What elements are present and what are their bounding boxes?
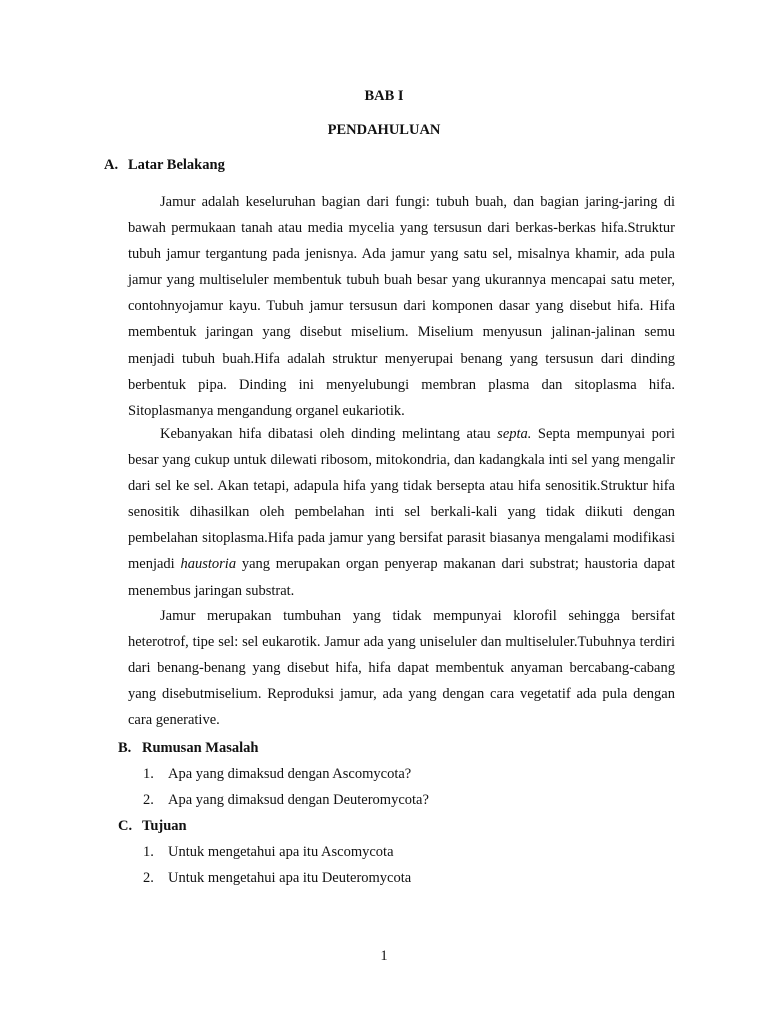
page-number: 1 (380, 948, 388, 964)
paragraph-2-italic-septa: septa. (497, 426, 532, 442)
section-b-title: Rumusan Masalah (142, 740, 259, 756)
paragraph-3: Jamur merupakan tumbuhan yang tidak mempunyai klorofil sehingga bersifat heterotrof, tipe sel: sel eukarotik. Jamur ada yang uniseluler dan multiseluler.Tubuhnya terdiri dari benang-benang yang disebut hifa, hifa dapat membentuk anyaman bercabang-cabang yang disebutmiselium. Reproduksi jamur, ada yang dengan cara vegetatif ada pula dengan cara generative. (128, 608, 675, 729)
section-a-heading (104, 157, 225, 174)
paragraph-2 (128, 421, 675, 604)
section-c-label: C. (118, 818, 133, 834)
list-item: 2. Apa yang dimaksud dengan Deuteromycota? (143, 792, 429, 808)
section-a-title: Latar Belakang (128, 157, 225, 173)
section-a-label: A. (104, 157, 119, 173)
section-b-heading (118, 740, 258, 757)
paragraph-2-italic-haustoria: haustoria (180, 556, 237, 573)
section-c-heading (118, 818, 187, 835)
chapter-number: BAB I (364, 88, 404, 104)
paragraph-2-text-c: yang merupakan organ penyerap makanan dari substrat; haustoria dapat menembus jaringan substrat. (128, 556, 675, 599)
section-c-title: Tujuan (142, 818, 187, 834)
paragraph-2-text-a: Kebanyakan hifa dibatasi oleh dinding melintang atau (160, 426, 498, 442)
paragraph-2-text-b: Septa mempunyai pori besar yang cukup untuk dilewati ribosom, mitokondria, dan kadangkala inti sel yang mengalir dari sel ke sel. Akan tetapi, adapula hifa yang tidak bersepta atau hifa senositik.Struktur hifa senositik dihasilkan oleh pembelahan inti sel berkali-kali yang tidak diikuti dengan pembelahan sitoplasma.Hifa pada jamur yang bersifat parasit biasanya mengalami modifikasi menjadi (128, 426, 676, 573)
list-item: 1. Untuk mengetahui apa itu Ascomycota (143, 844, 394, 860)
list-item: 1. Apa yang dimaksud dengan Ascomycota? (143, 766, 412, 782)
section-b-label: B. (118, 740, 132, 756)
chapter-title: PENDAHULUAN (327, 122, 441, 138)
paragraph-1: Jamur adalah keseluruhan bagian dari fungi: tubuh buah, dan bagian jaring-jaring di bawah permukaan tanah atau media mycelia yang tersusun dari berkas-berkas hifa.Struktur tubuh jamur tergantung pada jenisnya. Ada jamur yang satu sel, misalnya khamir, ada pula jamur yang multiseluler membentuk tubuh buah besar yang ukurannya mencapai satu meter, contohnyojamur kayu. Tubuh jamur tersusun dari komponen dasar yang disebut hifa. Hifa membentuk jaringan yang disebut miselium. Miselium menyusun jalinan-jalinan semu menjadi tubuh buah.Hifa adalah struktur menyerupai benang yang tersusun dari dinding berbentuk pipa. Dinding ini menyelubungi membran plasma dan sitoplasma hifa. Sitoplasmanya mengandung organel eukariotik. (128, 194, 675, 419)
list-item: 2. Untuk mengetahui apa itu Deuteromycota (143, 870, 412, 886)
